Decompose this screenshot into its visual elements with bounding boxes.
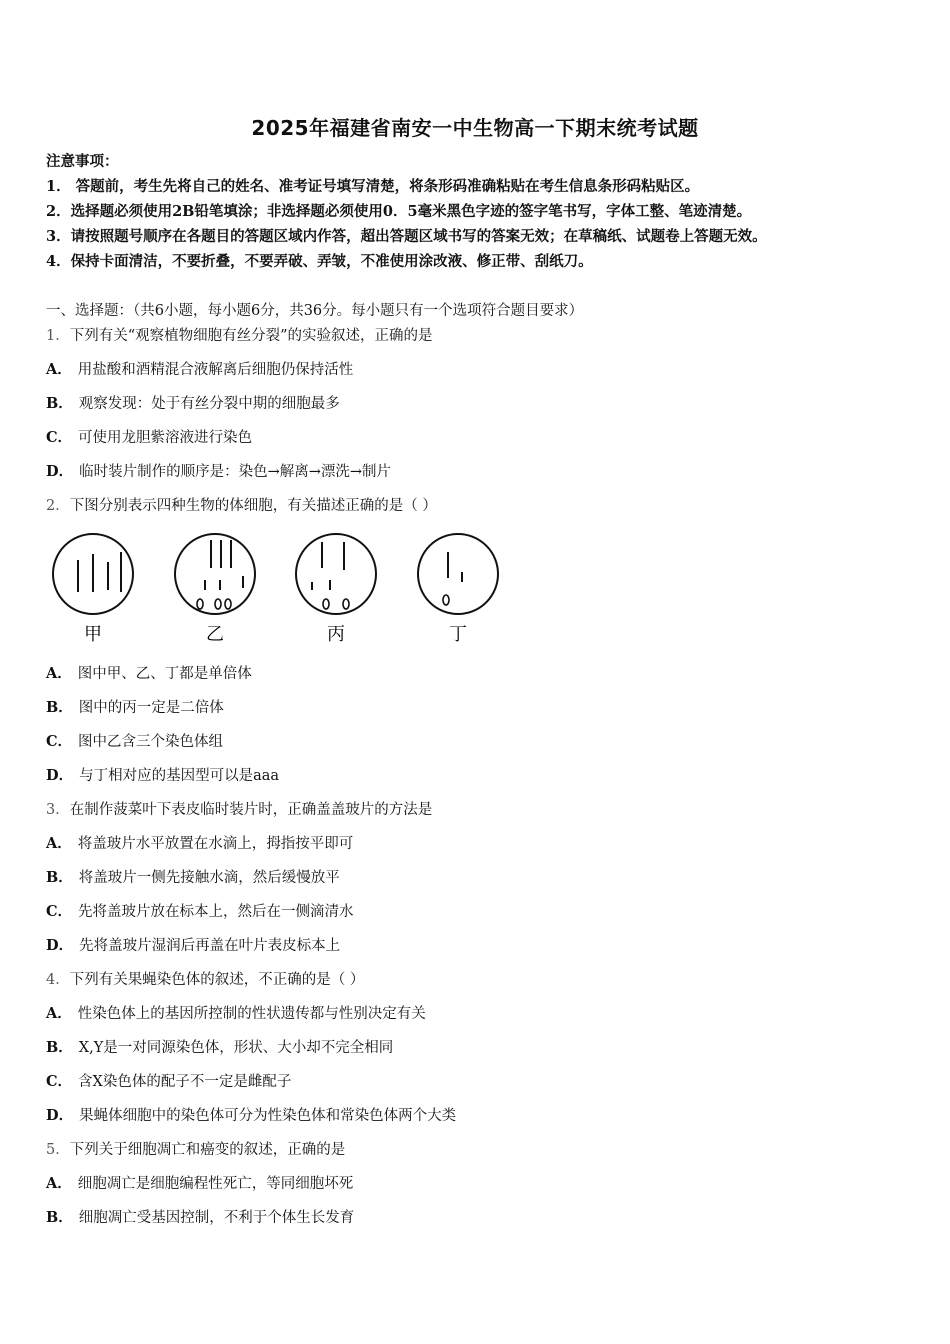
option-b [46, 395, 340, 413]
option-label: D． [46, 463, 74, 480]
question-stem [46, 971, 364, 989]
option-text: 图中甲、乙、丁都是单倍体 [77, 666, 252, 682]
option-text: 果蝇体细胞中的染色体可分为性染色体和常染色体两个大类 [79, 1108, 457, 1124]
option-label: A． [46, 361, 72, 378]
option-text: 图中的丙一定是二倍体 [78, 700, 224, 716]
option-a [46, 665, 252, 683]
question-stem [46, 801, 432, 819]
option-label: B． [46, 1209, 73, 1226]
option-label: D． [46, 767, 74, 784]
question-stem [46, 327, 433, 345]
section-heading: 一、选择题：（共6小题，每小题6分，共36分。每小题只有一个选项符合题目要求） [46, 303, 584, 319]
option-c [46, 429, 252, 447]
option-a [46, 835, 353, 853]
option-c [46, 903, 354, 921]
option-c [46, 733, 223, 751]
question-number: 1． [46, 328, 70, 344]
option-text: 将盖玻片一侧先接触水滴，然后缓慢放平 [78, 870, 340, 886]
option-label: A． [46, 665, 72, 682]
cell-label: 丁 [449, 624, 467, 645]
cell-label: 乙 [206, 624, 224, 645]
option-b [46, 699, 224, 717]
option-label: C． [46, 429, 73, 446]
notice-item: 4．保持卡面清洁，不要折叠，不要弄破、弄皱，不准使用涂改液、修正带、刮纸刀。 [46, 253, 593, 270]
option-b [46, 1039, 393, 1057]
option-label: C． [46, 733, 73, 750]
option-label: B． [46, 699, 73, 716]
cell-label: 甲 [84, 624, 102, 645]
question-stem [46, 1141, 345, 1159]
question-number: 4． [46, 972, 70, 988]
option-label: D． [46, 1107, 74, 1124]
notice-item: 3．请按照题号顺序在各题目的答题区域内作答，超出答题区域书写的答案无效；在草稿纸、试题卷上答题无效。 [46, 228, 767, 245]
option-label: A． [46, 1175, 72, 1192]
question-number: 5． [46, 1142, 70, 1158]
question-number: 3． [46, 802, 70, 818]
option-text: 先将盖玻片湿润后再盖在叶片表皮标本上 [79, 938, 341, 954]
option-d [46, 463, 391, 481]
option-label: B． [46, 869, 73, 886]
cell-jia [53, 534, 133, 645]
notice-item: 2．选择题必须使用2B铅笔填涂；非选择题必须使用0．5毫米黑色字迹的签字笔书写，字体工整、笔迹清楚。 [46, 203, 752, 220]
option-text: 临时装片制作的顺序是：染色→解离→漂洗→制片 [79, 464, 392, 480]
page-title: 2025年福建省南安一中生物高一下期末统考试题 [251, 116, 699, 140]
cell-diagram [48, 528, 518, 648]
option-b [46, 869, 340, 887]
option-text: 可使用龙胆紫溶液进行染色 [78, 430, 253, 446]
option-label: A． [46, 1005, 72, 1022]
option-text: X,Y是一对同源染色体，形状、大小却不完全相同 [78, 1040, 394, 1056]
option-text: 将盖玻片水平放置在水滴上，拇指按平即可 [77, 836, 354, 852]
option-c [46, 1073, 291, 1091]
option-a [46, 1005, 426, 1023]
question-text: 下列有关果蝇染色体的叙述，不正确的是（ ） [69, 972, 365, 988]
question-text: 下列有关“观察植物细胞有丝分裂”的实验叙述，正确的是 [69, 328, 433, 344]
option-a [46, 1175, 353, 1193]
option-d [46, 937, 340, 955]
cell-bing [296, 534, 376, 645]
option-label: C． [46, 1073, 73, 1090]
option-text: 用盐酸和酒精混合液解离后细胞仍保持活性 [77, 362, 354, 378]
option-d [46, 767, 279, 785]
notice-heading: 注意事项： [46, 153, 119, 170]
option-text: 细胞凋亡受基因控制，不利于个体生长发育 [78, 1210, 355, 1226]
option-label: C． [46, 903, 73, 920]
question-text: 在制作菠菜叶下表皮临时装片时，正确盖盖玻片的方法是 [69, 802, 433, 818]
cell-yi [175, 534, 255, 645]
option-text: 图中乙含三个染色体组 [78, 734, 224, 750]
option-label: D． [46, 937, 74, 954]
option-text: 先将盖玻片放在标本上，然后在一侧滴清水 [78, 904, 354, 920]
cell-label: 丙 [327, 624, 345, 645]
option-a [46, 361, 353, 379]
question-text: 下图分别表示四种生物的体细胞，有关描述正确的是（ ） [69, 498, 437, 514]
option-label: B． [46, 395, 73, 412]
option-b [46, 1209, 354, 1227]
option-label: A． [46, 835, 72, 852]
option-text: 性染色体上的基因所控制的性状遗传都与性别决定有关 [77, 1006, 426, 1022]
option-text: 含X染色体的配子不一定是雌配子 [78, 1074, 292, 1090]
option-text: 与丁相对应的基因型可以是aaa [79, 768, 280, 784]
question-text: 下列关于细胞凋亡和癌变的叙述，正确的是 [69, 1142, 346, 1158]
option-label: B． [46, 1039, 73, 1056]
option-text: 细胞凋亡是细胞编程性死亡，等同细胞坏死 [77, 1176, 354, 1192]
question-stem [46, 497, 437, 515]
question-number: 2． [46, 498, 70, 514]
option-text: 观察发现：处于有丝分裂中期的细胞最多 [78, 396, 340, 412]
cell-ding [418, 534, 498, 645]
option-d [46, 1107, 456, 1125]
notice-item: 1． 答题前，考生先将自己的姓名、准考证号填写清楚，将条形码准确粘贴在考生信息条形码粘贴区。 [46, 178, 700, 195]
